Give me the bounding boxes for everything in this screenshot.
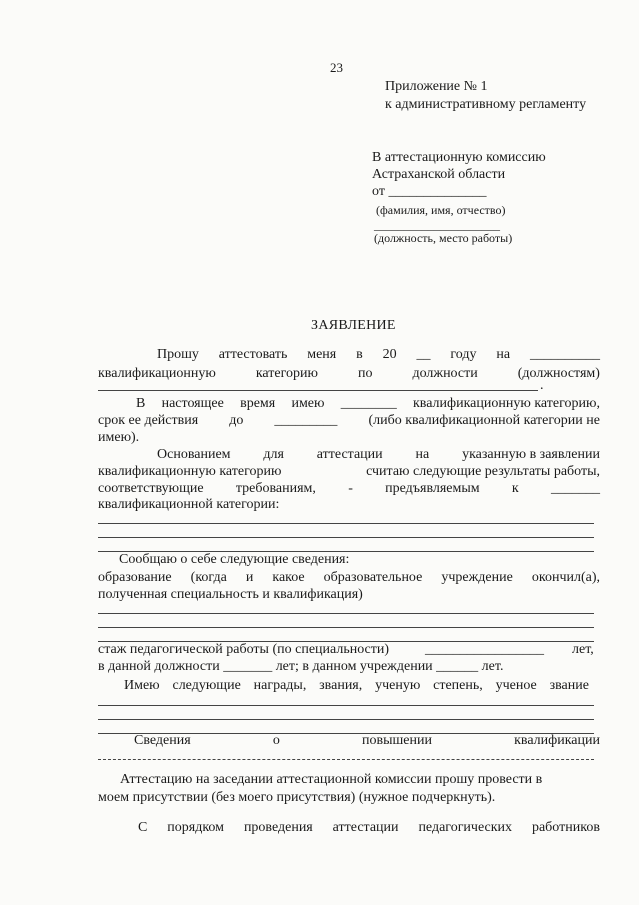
fill-line	[98, 759, 594, 760]
p2-line3: имею).	[98, 430, 140, 445]
fill-line	[98, 523, 594, 524]
blank: _______	[550, 481, 600, 496]
p4-line3: полученная специальность и квалификация)	[98, 587, 363, 602]
word: повышении	[361, 733, 432, 748]
word: соответствующие	[98, 481, 204, 496]
word: квалификационную	[98, 366, 216, 381]
word: следующие	[172, 678, 241, 693]
word: по	[357, 366, 373, 381]
word: образование	[98, 570, 172, 585]
p2-line2	[98, 413, 600, 429]
word: лет;	[275, 659, 299, 674]
p4-line2	[98, 570, 600, 586]
blank: ______	[436, 659, 479, 674]
word: окончил(а),	[531, 570, 600, 585]
p8-line1: Аттестацию на заседании аттестационной комиссии прошу провести в	[120, 772, 543, 787]
p1-line3-dot: .	[540, 378, 544, 393]
word: о	[272, 733, 280, 748]
word: Имею	[124, 678, 160, 693]
fill-line	[98, 719, 594, 720]
word: аттестовать	[218, 347, 288, 362]
word: настоящее	[161, 396, 224, 411]
word: меня	[307, 347, 337, 362]
blank: _________	[274, 413, 338, 428]
p1-line1	[157, 347, 600, 363]
word: считаю следующие результаты работы,	[366, 464, 600, 479]
word: Основанием	[157, 447, 231, 462]
position-blank: _____________________	[374, 218, 500, 232]
fill-line	[98, 537, 594, 538]
word: (должностям)	[517, 366, 600, 381]
fill-line	[98, 613, 594, 614]
word: предъявляемым	[385, 481, 480, 496]
appendix-subtitle: к административному регламенту	[385, 97, 587, 112]
word: награды,	[253, 678, 307, 693]
p3-line1	[157, 447, 600, 463]
word: (когда	[190, 570, 227, 585]
word: работников	[531, 820, 600, 835]
word: -	[348, 481, 353, 496]
word: на	[496, 347, 511, 362]
word: для	[263, 447, 284, 462]
fill-line	[98, 627, 594, 628]
word: категорию	[255, 366, 318, 381]
word: к	[511, 481, 519, 496]
blank: __________	[529, 347, 600, 362]
fill-line	[98, 705, 594, 706]
p5-line1b: _________________	[425, 642, 544, 657]
word: (либо квалификационной категории не	[368, 413, 600, 428]
word: аттестации	[332, 820, 399, 835]
word: педагогических	[418, 820, 513, 835]
p3-line4: квалификационной категории:	[98, 497, 280, 512]
word: квалификации	[514, 733, 600, 748]
from-label: от	[372, 184, 385, 199]
addressee-line1: В аттестационную комиссию	[372, 150, 546, 165]
word: году	[450, 347, 477, 362]
p5-line1a: стаж педагогической работы (по специальности)	[98, 642, 390, 657]
word: порядком	[167, 820, 225, 835]
word: __	[416, 347, 431, 362]
word: образовательное	[323, 570, 423, 585]
p2-line1	[136, 396, 600, 412]
word: время	[240, 396, 276, 411]
word: проведения	[243, 820, 313, 835]
word: степень,	[433, 678, 483, 693]
word: лет.	[481, 659, 504, 674]
word: до	[229, 413, 244, 428]
word: квалификационную категорию	[98, 464, 282, 479]
p3-line3	[98, 481, 600, 497]
word: в данной должности	[98, 659, 220, 674]
word: квалификационную категорию,	[412, 396, 600, 411]
fill-line	[98, 390, 538, 391]
position-hint: (должность, место работы)	[374, 231, 513, 245]
p1-line2	[98, 366, 600, 382]
word: Прошу	[157, 347, 199, 362]
word: и	[245, 570, 254, 585]
word: звания,	[319, 678, 363, 693]
p5-line2	[98, 659, 503, 675]
addressee-from	[372, 184, 486, 200]
page-number: 23	[330, 60, 343, 75]
word: ученую	[375, 678, 421, 693]
blank: _______	[223, 659, 273, 674]
word: В	[136, 396, 146, 411]
word: на	[415, 447, 430, 462]
p5-line1c: лет,	[572, 642, 594, 657]
from-blank: ______________	[388, 184, 487, 199]
fio-hint: (фамилия, имя, отчество)	[376, 203, 506, 217]
document-title: ЗАЯВЛЕНИЕ	[311, 318, 396, 333]
word: требованиям,	[235, 481, 316, 496]
addressee-line2: Астраханской области	[372, 167, 506, 182]
p9-line1	[138, 820, 600, 836]
word: в данном учреждении	[302, 659, 433, 674]
p8-line2: моем присутствии (без моего присутствия) (нужное подчеркнуть).	[98, 790, 496, 805]
word: звание	[549, 678, 589, 693]
p7-line1	[134, 733, 600, 749]
p4-line1: Сообщаю о себе следующие сведения:	[119, 552, 350, 567]
word: С	[138, 820, 148, 835]
word: должности	[412, 366, 478, 381]
blank: ________	[340, 396, 397, 411]
word: имею	[291, 396, 325, 411]
word: указанную в заявлении	[462, 447, 600, 462]
word: Сведения	[134, 733, 191, 748]
word: учреждение	[441, 570, 513, 585]
word: какое	[272, 570, 305, 585]
appendix-title: Приложение № 1	[385, 79, 488, 94]
p3-line2	[98, 464, 600, 480]
p6-line1	[124, 678, 589, 694]
word: ученое	[495, 678, 537, 693]
word: 20	[382, 347, 397, 362]
word: в	[356, 347, 363, 362]
word: срок ее действия	[98, 413, 199, 428]
word: аттестации	[316, 447, 383, 462]
